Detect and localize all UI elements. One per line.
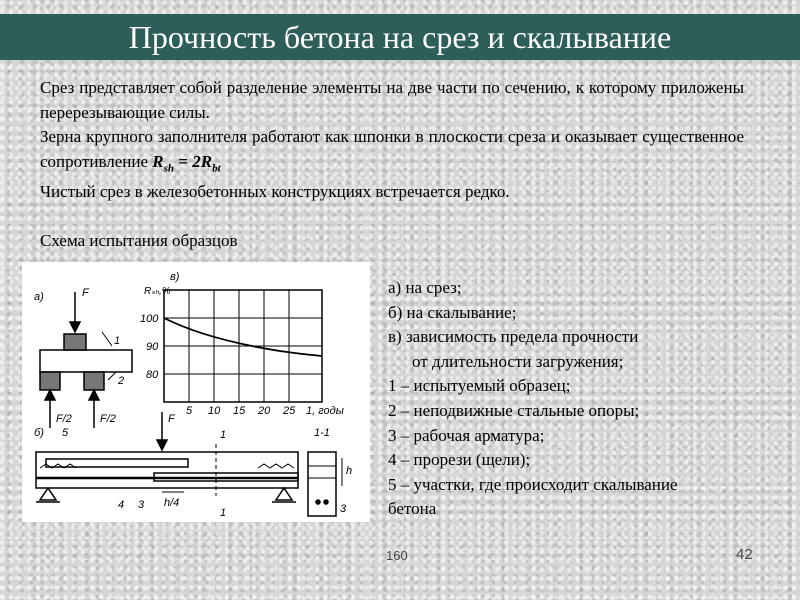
legend-item: б) на скалывание; xyxy=(388,302,517,322)
beam-num-5: 5 xyxy=(62,427,69,439)
legend-item: 1 – испытуемый образец; xyxy=(388,376,571,396)
x-axis-label: 1, годы xyxy=(306,405,344,417)
body-text xyxy=(40,76,744,253)
x-tick-20: 20 xyxy=(258,405,271,417)
page-number-center: 160 xyxy=(386,548,408,563)
beam-num-4: 4 xyxy=(118,499,125,511)
paragraph-aggregate xyxy=(40,125,744,180)
legend-item: 4 – прорези (щели); xyxy=(388,450,531,470)
legend-item: 3 – рабочая арматура; xyxy=(388,425,545,445)
legend-item: бетона xyxy=(388,499,437,519)
section-mark-top: 1 xyxy=(220,429,227,441)
legend-item: в) зависимость предела прочности xyxy=(388,327,639,347)
label-F2-right: F/2 xyxy=(100,413,116,425)
formula-sub-bt: bt xyxy=(212,161,221,174)
label-num-2: 2 xyxy=(118,375,125,387)
paragraph-aggregate-text: Зерна крупного заполнителя работают как шпонки в плоскости среза и оказывает существенное сопротивление xyxy=(40,127,744,171)
specimen-body xyxy=(40,350,132,372)
strength-curve xyxy=(164,318,322,356)
page-number-right: 42 xyxy=(736,546,753,563)
label-v: в) xyxy=(170,271,180,283)
load-plate-top xyxy=(64,334,86,350)
paragraph-rare: Чистый срез в железобетонных конструкциях встречается редко. xyxy=(40,182,510,202)
dim-h: h xyxy=(346,465,353,477)
label-num-1: 1 xyxy=(114,335,121,347)
figure-legend xyxy=(388,276,788,522)
legend-item: а) на срез; xyxy=(388,278,462,297)
label-b: б) xyxy=(34,427,44,439)
formula-sub-sh: sh xyxy=(163,161,175,174)
x-tick-15: 15 xyxy=(233,405,246,417)
x-tick-25: 25 xyxy=(283,405,296,417)
beam-support-right xyxy=(276,488,292,500)
arrow-F-head xyxy=(70,322,80,332)
beam-num-3: 3 xyxy=(138,499,145,511)
figure-caption: Схема испытания образцов xyxy=(40,230,238,250)
dim-h4: h/4 xyxy=(164,497,180,509)
beam-support-left xyxy=(40,488,56,500)
x-tick-10: 10 xyxy=(208,405,221,417)
cross-section xyxy=(308,452,336,516)
slide-title: Прочность бетона на срез и скалывание xyxy=(0,14,800,60)
beam xyxy=(36,452,298,488)
label-F2-left: F/2 xyxy=(56,413,72,425)
paragraph-shear-definition: Срез представляет собой разделение элементы на две части по сечению, к которому приложены перерезывающие силы. xyxy=(40,78,744,122)
legend-item: 5 – участки, где происходит скалывание xyxy=(388,474,678,494)
label-force-F: F xyxy=(82,287,89,299)
label-a: а) xyxy=(34,291,44,303)
y-tick-100: 100 xyxy=(140,313,159,325)
legend-item: от длительности загружения; xyxy=(412,351,624,371)
x-tick-5: 5 xyxy=(186,405,193,417)
section-num-3: 3 xyxy=(340,503,347,515)
y-tick-90: 90 xyxy=(146,341,159,353)
formula-r: R xyxy=(152,151,164,171)
formula xyxy=(152,151,221,174)
test-scheme-figure xyxy=(22,262,370,522)
beam-force-label: F xyxy=(168,413,175,425)
axis-y-label: Rₛₕ,% xyxy=(144,286,171,297)
section-mark-bottom: 1 xyxy=(220,507,227,519)
section-label: 1-1 xyxy=(314,427,330,439)
y-tick-80: 80 xyxy=(146,369,159,381)
legend-item: 2 – неподвижные стальные опоры; xyxy=(388,400,640,420)
support-right xyxy=(84,372,104,390)
formula-eq: = 2R xyxy=(174,151,213,171)
figure-drawing xyxy=(22,262,370,522)
support-left xyxy=(40,372,60,390)
